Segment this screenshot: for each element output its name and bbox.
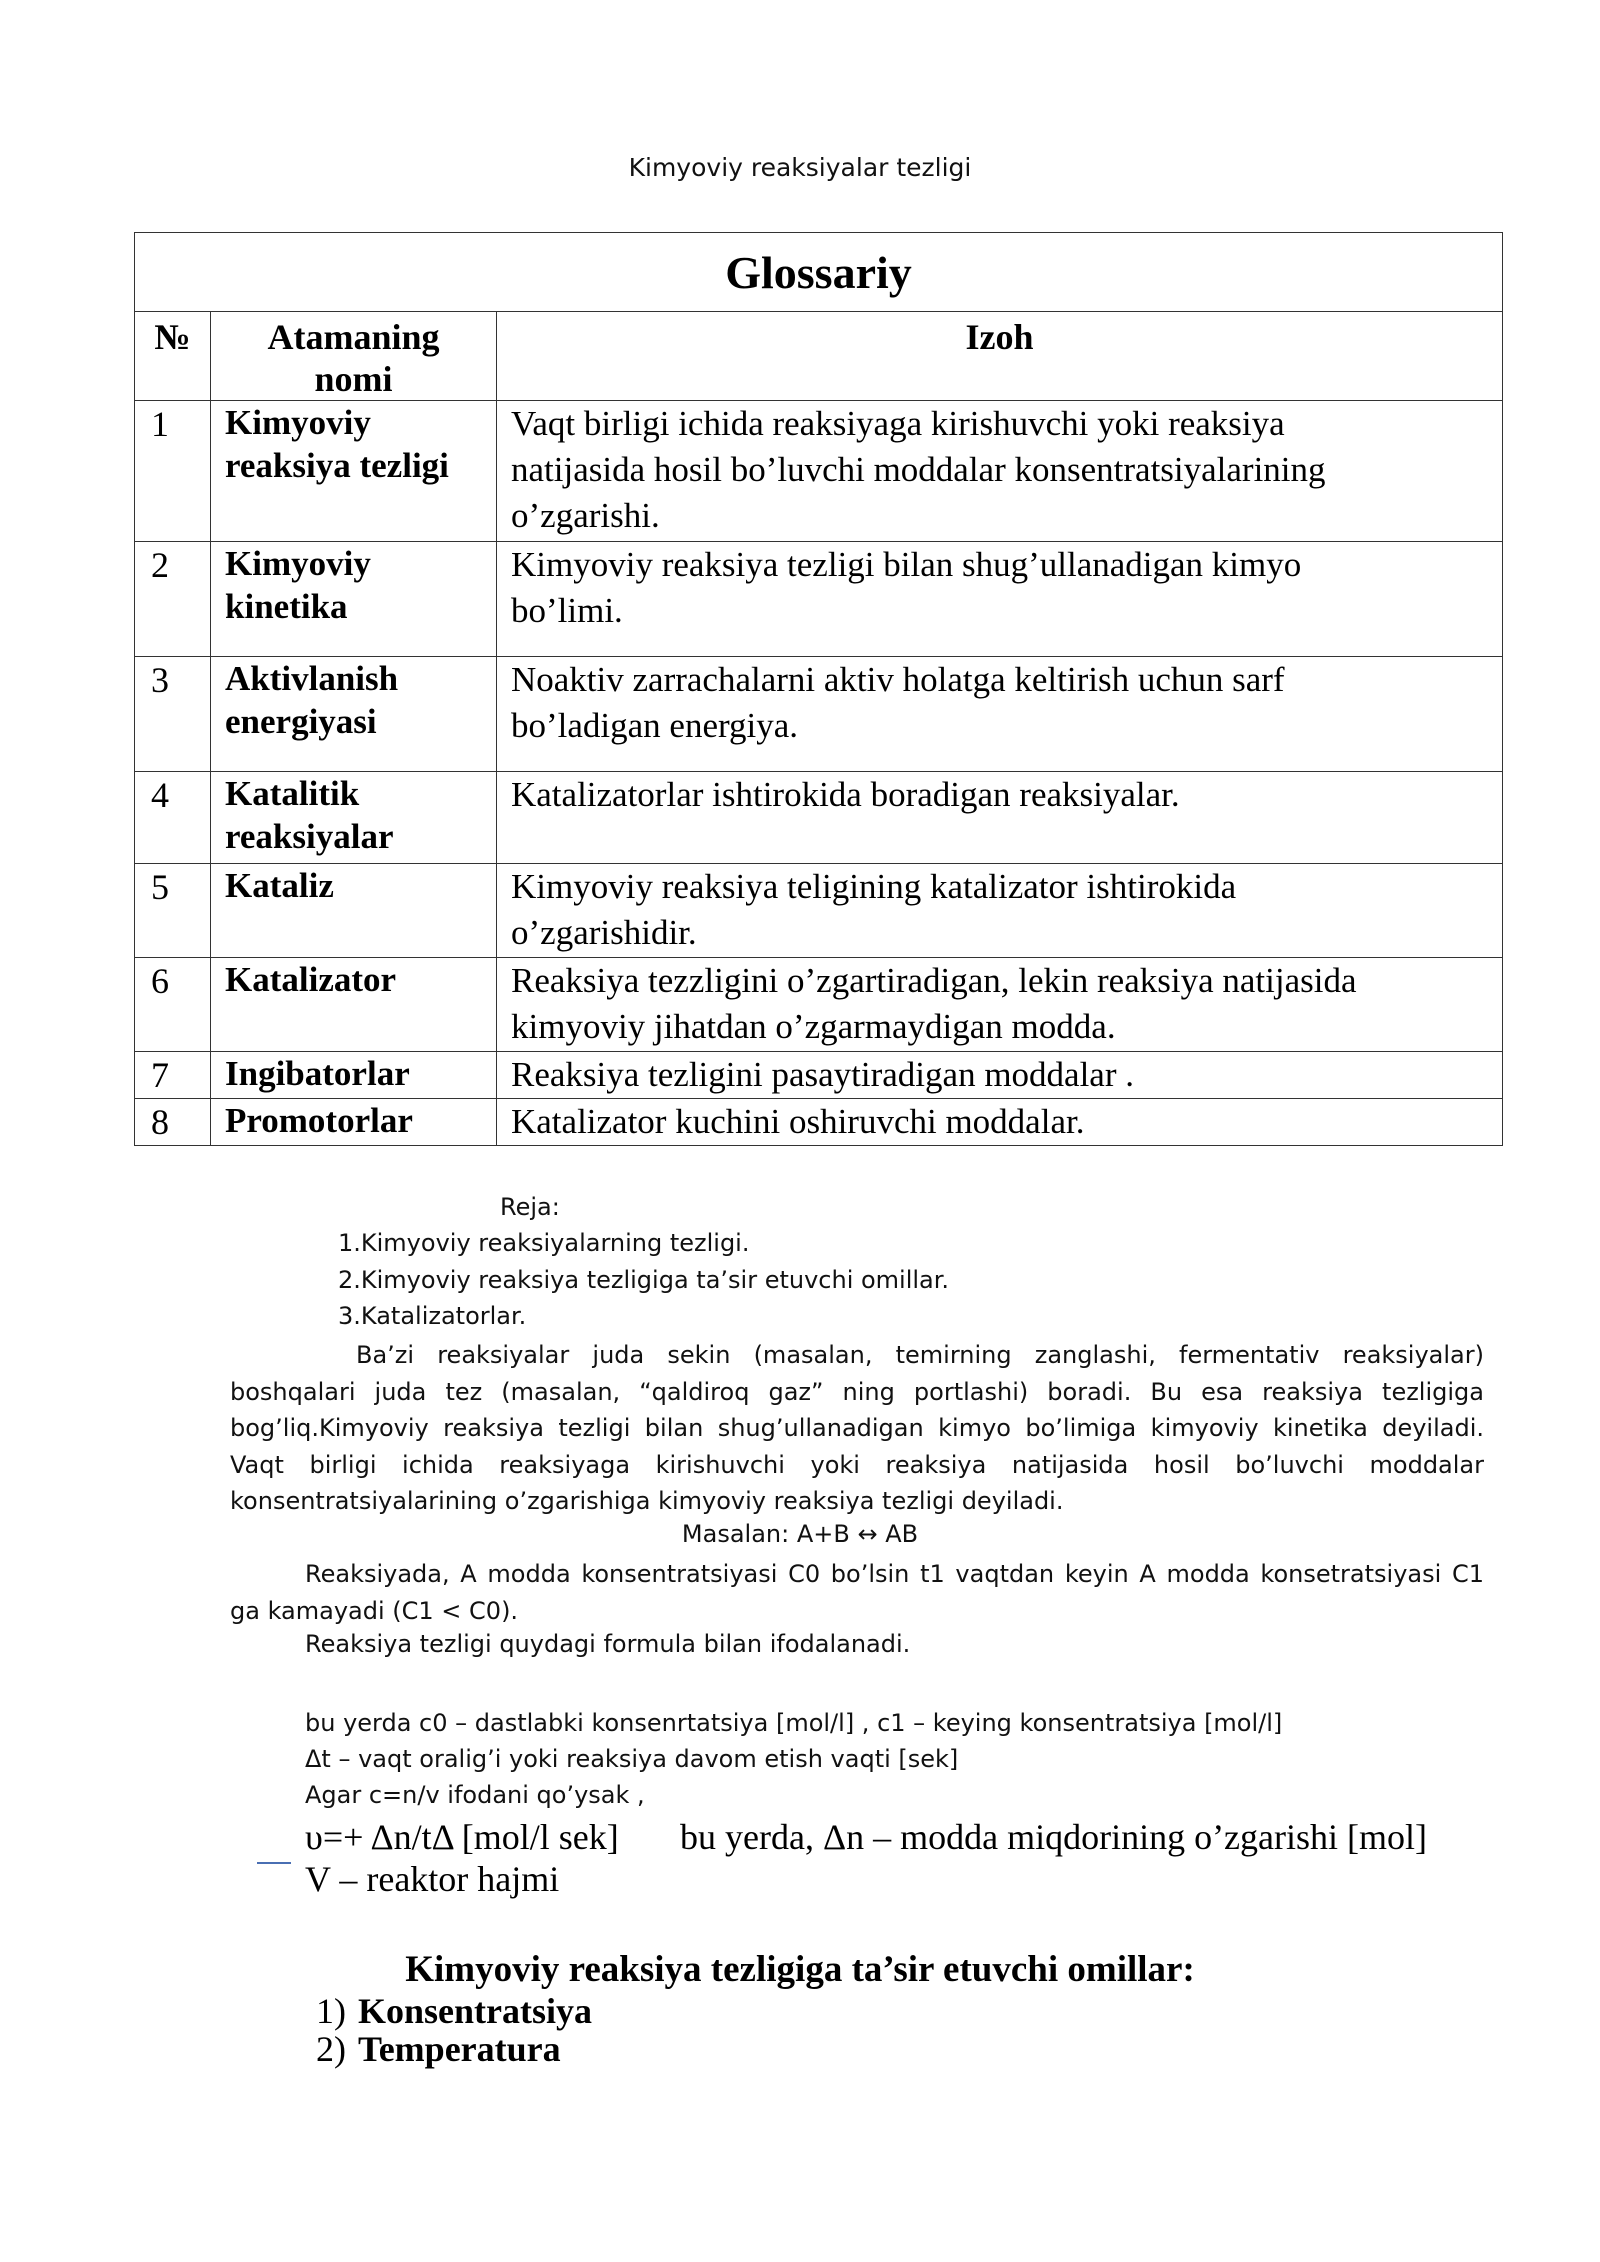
formula-intro: Reaksiya tezligi quydagi formula bilan ifodalanadi.: [305, 1630, 911, 1658]
term-line: Kimyoviy: [225, 403, 371, 442]
where-line-2: Δt – vaqt oralig’i yoki reaksiya davom etish vaqti [sek]: [305, 1745, 959, 1773]
definition-line: Reaksiya tezzligini o’zgartiradigan, lekin reaksiya natijasida: [511, 961, 1357, 1000]
row-term: [211, 864, 497, 958]
term-line: reaksiya tezligi: [225, 446, 449, 485]
term-line: reaksiyalar: [225, 817, 394, 856]
plan-item: 1.Kimyoviy reaksiyalarning tezligi.: [338, 1229, 750, 1257]
plan-label: Reja:: [500, 1193, 560, 1221]
row-number: 2: [135, 542, 211, 657]
plan-item: 3.Katalizatorlar.: [338, 1302, 527, 1330]
row-term: [211, 958, 497, 1052]
definition-line: bo’ladigan energiya.: [511, 706, 799, 745]
header-term-line1: Atamaning: [267, 317, 440, 357]
row-number: 1: [135, 401, 211, 542]
definition-line: Reaksiya tezligini pasaytiradigan moddalar .: [511, 1055, 1134, 1094]
term-line: Ingibatorlar: [225, 1054, 410, 1093]
row-definition: [497, 958, 1503, 1052]
plan-item: 2.Kimyoviy reaksiya tezligiga ta’sir etuvchi omillar.: [338, 1266, 950, 1294]
where-line-1: bu yerda c0 – dastlabki konsenrtatsiya [mol/l] , c1 – keying konsentratsiya [mol/l]: [305, 1709, 1283, 1737]
row-definition: [497, 864, 1503, 958]
table-row: [135, 1052, 1503, 1099]
definition-line: natijasida hosil bo’luvchi moddalar konsentratsiyalarining: [511, 450, 1326, 489]
row-definition: [497, 657, 1503, 772]
term-line: Kimyoviy: [225, 544, 371, 583]
term-line: Kataliz: [225, 866, 334, 905]
row-term: [211, 401, 497, 542]
row-number: 5: [135, 864, 211, 958]
row-definition: [497, 1052, 1503, 1099]
table-row: [135, 1099, 1503, 1146]
definition-line: o’zgarishidir.: [511, 913, 697, 952]
definition-line: Kimyoviy reaksiya teligining katalizator ishtirokida: [511, 867, 1237, 906]
row-term: [211, 542, 497, 657]
definition-line: bo’limi.: [511, 591, 623, 630]
rate-formula: υ=+ Δn/tΔ [mol/l sek]: [305, 1817, 619, 1857]
row-term: [211, 657, 497, 772]
table-row: [135, 772, 1503, 864]
definition-line: Noaktiv zarrachalarni aktiv holatga keltirish uchun sarf: [511, 660, 1285, 699]
table-row: [135, 542, 1503, 657]
reaction-paragraph: Reaksiyada, A modda konsentratsiyasi C0 bo’lsin t1 vaqtdan keyin A modda konsetratsiyasi C1 ga kamayadi (C1 < C0).: [230, 1560, 1484, 1625]
where-line-3: Agar c=n/v ifodani qo’ysak ,: [305, 1781, 645, 1809]
row-term: [211, 1099, 497, 1146]
factor-label: Temperatura: [358, 2029, 561, 2069]
example-line: Masalan: A+B ↔ AB: [681, 1520, 919, 1548]
row-term: [211, 1052, 497, 1099]
row-definition: [497, 1099, 1503, 1146]
glossary-table: [134, 232, 1503, 1146]
glossary-title: Glossariy: [135, 233, 1503, 312]
definition-line: o’zgarishi.: [511, 496, 660, 535]
term-line: kinetika: [225, 587, 348, 626]
row-definition: [497, 772, 1503, 864]
row-definition: [497, 401, 1503, 542]
factor-label: Konsentratsiya: [358, 1991, 592, 2031]
page-header-title: Kimyoviy reaksiyalar tezligi: [628, 153, 972, 182]
table-row: [135, 864, 1503, 958]
term-line: Aktivlanish: [225, 659, 399, 698]
definition-line: Katalizatorlar ishtirokida boradigan reaksiyalar.: [511, 775, 1180, 814]
formula-marker: [257, 1862, 291, 1864]
table-row: [135, 958, 1503, 1052]
volume-line: V – reaktor hajmi: [305, 1859, 560, 1899]
term-line: energiyasi: [225, 702, 377, 741]
term-line: Katalitik: [225, 774, 360, 813]
header-number: №: [135, 312, 211, 401]
row-definition: [497, 542, 1503, 657]
header-term-line2: nomi: [314, 359, 393, 399]
header-definition: Izoh: [497, 312, 1503, 401]
factor-number: 1): [316, 1991, 346, 2031]
table-row: [135, 657, 1503, 772]
row-number: 7: [135, 1052, 211, 1099]
row-number: 6: [135, 958, 211, 1052]
definition-line: kimyoviy jihatdan o’zgarmaydigan modda.: [511, 1007, 1116, 1046]
intro-paragraph: Ba’zi reaksiyalar juda sekin (masalan, temirning zanglashi, fermentativ reaksiyalar) boshqalari juda tez (masalan, “qaldiroq gaz” ning portlashi) boradi. Bu esa reaksiya tezligiga bog’liq.Kimyoviy reaksiya tezligi bilan shug’ullanadigan kimyo bo’limiga kimyoviy kinetika deyiladi. Vaqt birligi ichida reaksiyaga kirishuvchi yoki reaksiya natijasida hosil bo’luvchi moddalar konsentratsiyalarining o’zgarishiga kimyoviy reaksiya tezligi deyiladi.: [230, 1341, 1484, 1515]
row-term: [211, 772, 497, 864]
row-number: 8: [135, 1099, 211, 1146]
term-line: Katalizator: [225, 960, 397, 999]
factor-number: 2): [316, 2029, 346, 2069]
definition-line: Katalizator kuchini oshiruvchi moddalar.: [511, 1102, 1085, 1141]
formula-note: bu yerda, Δn – modda miqdorining o’zgarishi [mol]: [680, 1817, 1427, 1857]
definition-line: Kimyoviy reaksiya tezligi bilan shug’ullanadigan kimyo: [511, 545, 1302, 584]
factor-item: [316, 2028, 561, 2070]
row-number: 3: [135, 657, 211, 772]
factors-heading: Kimyoviy reaksiya tezligiga ta’sir etuvchi omillar:: [405, 1949, 1195, 1990]
header-term: [211, 312, 497, 401]
table-row: [135, 401, 1503, 542]
definition-line: Vaqt birligi ichida reaksiyaga kirishuvchi yoki reaksiya: [511, 404, 1285, 443]
term-line: Promotorlar: [225, 1101, 413, 1140]
row-number: 4: [135, 772, 211, 864]
factor-item: [316, 1990, 592, 2032]
